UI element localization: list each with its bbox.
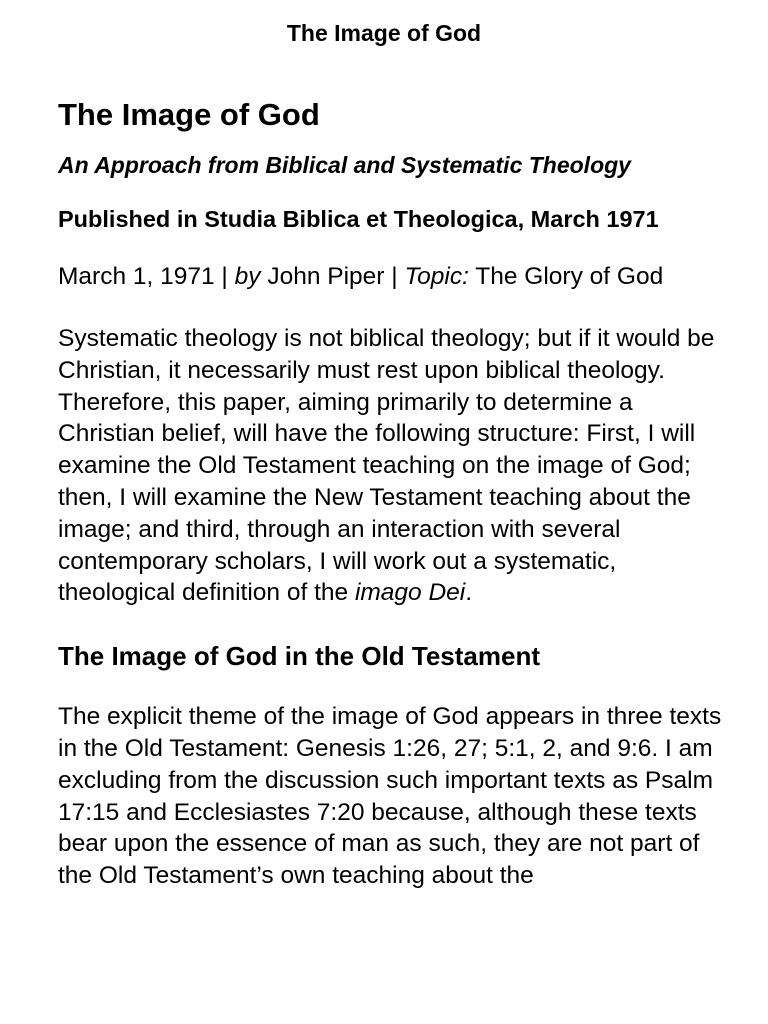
- article-title: The Image of God: [58, 97, 320, 132]
- meta-topic-label: Topic:: [404, 263, 469, 290]
- intro-paragraph: [58, 323, 728, 609]
- running-header: The Image of God: [286, 20, 482, 46]
- meta-by-label: by: [234, 263, 261, 290]
- article-meta: [58, 261, 728, 293]
- meta-topic: The Glory of God: [475, 263, 664, 290]
- intro-italic-term: imago Dei: [354, 579, 466, 607]
- section-paragraph: The explicit theme of the image of God appears in three texts in the Old Testament: Genesis 1:26, 27; 5:1, 2, and 9:6. I am excluding from the discussion such important texts as Psalm 17:15 and Ecclesiastes 7:20 because, although these texts bear upon the essence of man as such, they are not part of the Old Testament’s own teaching about the: [58, 703, 722, 890]
- meta-separator: |: [384, 263, 405, 290]
- publication-note: Published in Studia Biblica et Theologica, March 1971: [58, 206, 659, 232]
- meta-author: John Piper: [267, 263, 385, 290]
- section-heading-old-testament: The Image of God in the Old Testament: [58, 641, 541, 672]
- article-body: [58, 95, 728, 892]
- meta-date: March 1, 1971: [58, 263, 215, 290]
- article-subtitle: An Approach from Biblical and Systematic Theology: [58, 152, 631, 178]
- intro-end: .: [465, 579, 473, 607]
- meta-separator: |: [214, 263, 235, 290]
- intro-text: Systematic theology is not biblical theology; but if it would be Christian, it necessarily must rest upon biblical theology. Therefore, this paper, aiming primarily to determine a Christian belief, will have the following structure: First, I will examine the Old Testament teaching on the image of God; then, I will examine the New Testament teaching about the image; and third, through an interaction with several contemporary scholars, I will work out a systematic, theological definition of the: [58, 325, 715, 607]
